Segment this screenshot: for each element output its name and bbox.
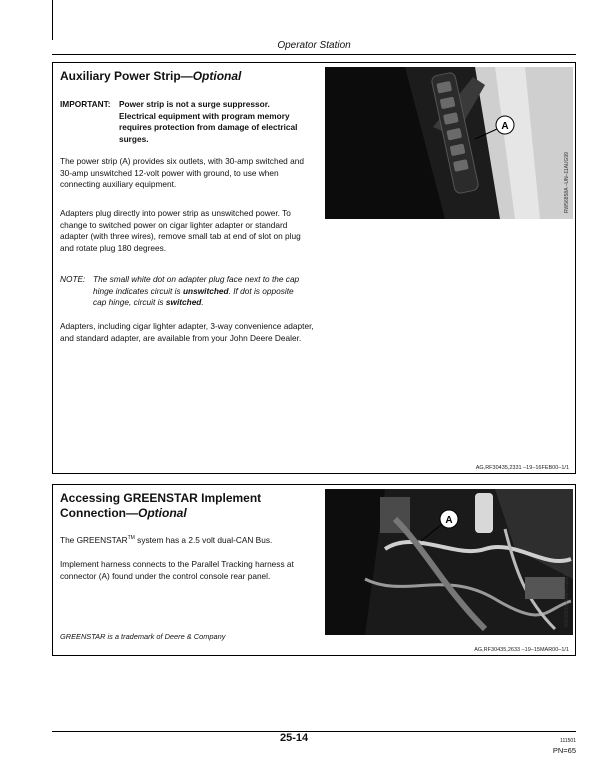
note-text-a: The small white dot on adapter plug face next to the cap hinge indicates circuit is (93, 274, 300, 296)
note-bold-unswitched: unswitched (182, 285, 229, 296)
page-number: 25-14 (280, 732, 309, 744)
paragraph-adapters: Adapters plug directly into power strip as unswitched power. To change to switched power on cigar lighter adapter or standard adapter (with three wires), remove small tab at end of slot on plug and rotate plug 180 degrees. (60, 208, 301, 253)
important-text: Power strip is not a surge suppressor. Electrical equipment with program memory requires protection from damage of electrical surges. (119, 99, 298, 144)
trademark-symbol: TM (127, 535, 135, 541)
section-auxiliary-power-strip (52, 62, 576, 474)
connector-illustration (325, 489, 573, 635)
photo-id: RW26899 –UN–07JUL00 (564, 570, 570, 627)
page-header-title: Operator Station (277, 40, 351, 51)
section-title (60, 491, 261, 521)
paragraph-availability: Adapters, including cigar lighter adapter, 3-way convenience adapter, and standard adapter, are available from your John Deere Dealer. (60, 321, 314, 343)
section-title-line2: Connection— (60, 506, 138, 520)
section-title (60, 69, 241, 84)
note-text-b: . If dot is opposite cap hinge, circuit is (93, 285, 294, 307)
paragraph-greenstar-system (60, 533, 316, 546)
footer-pn: PN=65 (552, 746, 576, 755)
trademark-note: GREENSTAR is a trademark of Deere & Company (60, 632, 226, 641)
paragraph-power-strip: The power strip (A) provides six outlets, with 30-amp switched and 30-amp unswitched 12-volt power with ground, to use when connecting auxiliary equipment. (60, 156, 304, 189)
note-label: NOTE: (60, 274, 86, 284)
footer-rule (52, 731, 576, 732)
photo-id: RW56858A –UN–11AUG99 (564, 152, 570, 213)
note-bold-switched: switched (165, 297, 202, 307)
para-text-a: The GREENSTAR (60, 534, 128, 545)
power-strip-illustration (325, 67, 573, 219)
footer-date-code: 111501 (560, 738, 576, 744)
section-title-line1: Accessing GREENSTAR Implement (60, 491, 262, 505)
para-text-b: system has a 2.5 volt dual-CAN Bus. (134, 534, 273, 545)
power-strip-photo (325, 67, 573, 219)
note-text (93, 274, 308, 309)
section-title-optional: Optional (192, 69, 242, 83)
note-text-c: . (201, 297, 204, 307)
callout-a-label: A (445, 515, 453, 526)
section-code: AG,RF30435,2633 –19–15MAR00–1/1 (474, 647, 569, 653)
left-margin-line (52, 0, 53, 40)
header-rule (52, 54, 576, 55)
important-notice (60, 99, 316, 145)
connector-photo (325, 489, 573, 635)
section-title-text: Auxiliary Power Strip— (60, 69, 193, 83)
note-block (60, 274, 316, 309)
callout-a-label: A (501, 121, 509, 132)
section-title-optional: Optional (138, 506, 187, 520)
section-code: AG,RF30435,2331 –19–16FEB00–1/1 (475, 465, 569, 471)
important-label: IMPORTANT: (60, 99, 111, 109)
section-accessing-greenstar (52, 484, 576, 656)
paragraph-implement-harness: Implement harness connects to the Parallel Tracking harness at connector (A) found under the control console rear panel. (60, 559, 294, 581)
